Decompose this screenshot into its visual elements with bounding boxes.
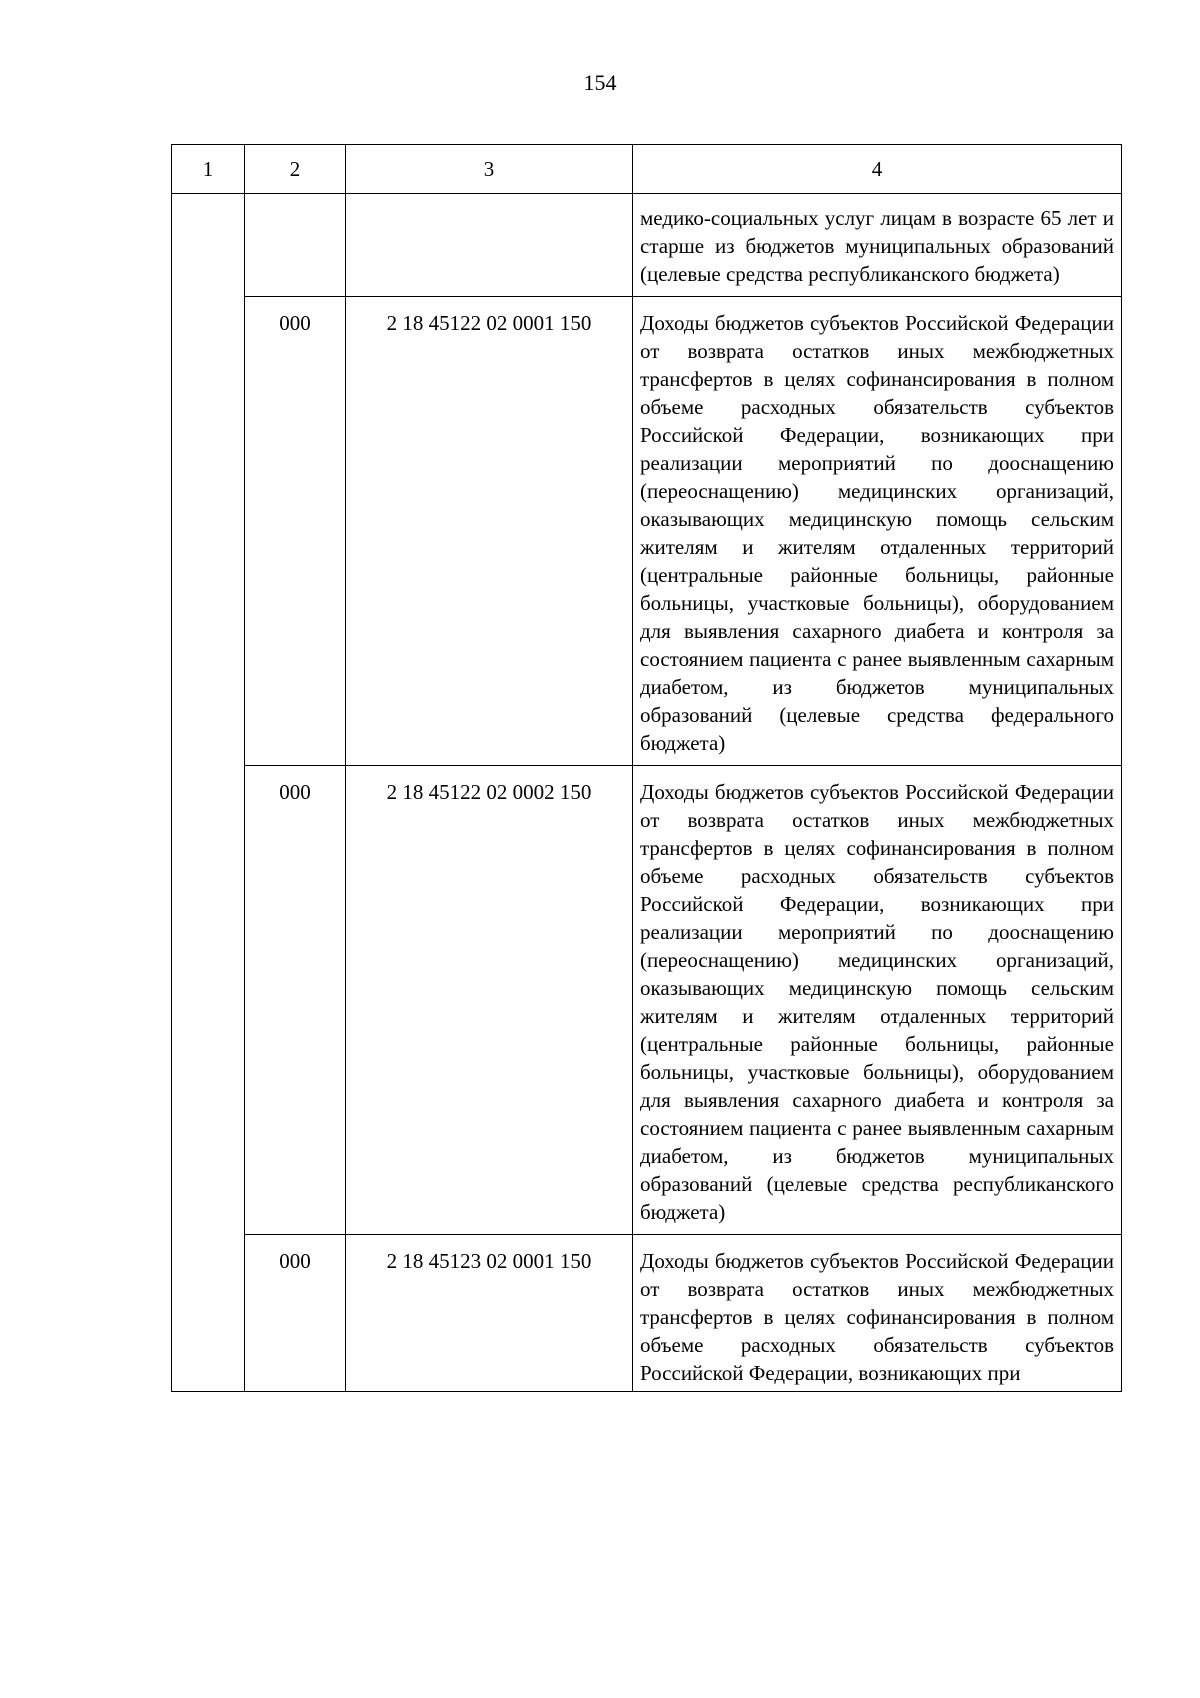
- budget-classification-table: [171, 144, 1122, 1392]
- budget-code-cell: 2 18 45122 02 0002 150: [346, 766, 633, 1235]
- budget-code-cell: [346, 194, 633, 297]
- table-row: [172, 1235, 1122, 1392]
- description-cell: Доходы бюджетов субъектов Российской Федерации от возврата остатков иных межбюджетных трансфертов в целях софинансирования в полном объеме расходных обязательств субъектов Российской Федерации, возникающих при реализации мероприятий по дооснащению (переоснащению) медицинских организаций, оказывающих медицинскую помощь сельским жителям и жителям отдаленных территорий (центральные районные больницы, районные больницы, участковые больницы), оборудованием для выявления сахарного диабета и контроля за состоянием пациента с ранее выявленным сахарным диабетом, из бюджетов муниципальных образований (целевые средства федерального бюджета): [633, 297, 1122, 766]
- table-cell-col1: [172, 766, 245, 1235]
- admin-code-cell: [245, 194, 346, 297]
- header-col-4: 4: [633, 145, 1122, 194]
- table-cell-col1: [172, 194, 245, 297]
- page-number: 154: [583, 70, 617, 95]
- header-col-2: 2: [245, 145, 346, 194]
- table-row: [172, 194, 1122, 297]
- header-col-3: 3: [346, 145, 633, 194]
- description-cell: Доходы бюджетов субъектов Российской Федерации от возврата остатков иных межбюджетных трансфертов в целях софинансирования в полном объеме расходных обязательств субъектов Российской Федерации, возникающих при реализации мероприятий по дооснащению (переоснащению) медицинских организаций, оказывающих медицинскую помощь сельским жителям и жителям отдаленных территорий (центральные районные больницы, районные больницы, участковые больницы), оборудованием для выявления сахарного диабета и контроля за состоянием пациента с ранее выявленным сахарным диабетом, из бюджетов муниципальных образований (целевые средства республиканского бюджета): [633, 766, 1122, 1235]
- budget-code-cell: 2 18 45123 02 0001 150: [346, 1235, 633, 1392]
- budget-code-cell: 2 18 45122 02 0001 150: [346, 297, 633, 766]
- table-cell-col1: [172, 297, 245, 766]
- table-header-row: [172, 145, 1122, 194]
- table-row: [172, 297, 1122, 766]
- header-col-1: 1: [172, 145, 245, 194]
- admin-code-cell: 000: [245, 1235, 346, 1392]
- admin-code-cell: 000: [245, 766, 346, 1235]
- description-cell: Доходы бюджетов субъектов Российской Федерации от возврата остатков иных межбюджетных трансфертов в целях софинансирования в полном объеме расходных обязательств субъектов Российской Федерации, возникающих при: [633, 1235, 1122, 1392]
- table-cell-col1: [172, 1235, 245, 1392]
- admin-code-cell: 000: [245, 297, 346, 766]
- table-row: [172, 766, 1122, 1235]
- description-cell: медико-социальных услуг лицам в возрасте 65 лет и старше из бюджетов муниципальных образований (целевые средства республиканского бюджета): [633, 194, 1122, 297]
